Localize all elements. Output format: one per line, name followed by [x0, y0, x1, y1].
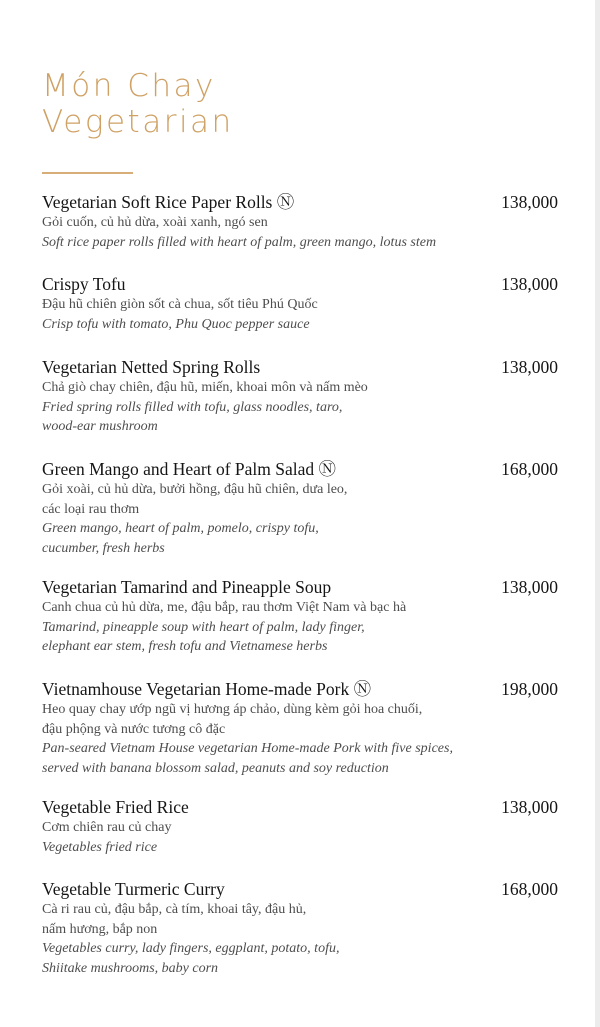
menu-item: [42, 191, 562, 252]
menu-item-description-vi: nấm hương, bắp non: [42, 921, 158, 937]
menu-item-name: Vietnamhouse Vegetarian Home-made Pork Ⓝ: [42, 679, 372, 699]
menu-item-description-en: Pan-seared Vietnam House vegetarian Home-made Pork with five spices,: [42, 741, 453, 757]
menu-item-description-vi: Cơm chiên rau củ chay: [42, 820, 172, 835]
menu-item-name: Vegetable Fried Rice: [42, 797, 189, 817]
menu-item: [42, 576, 562, 657]
menu-item-name: Vegetable Turmeric Curry: [42, 879, 225, 899]
menu-item: [42, 458, 562, 558]
menu-item-name: Crispy Tofu: [42, 274, 126, 294]
menu-item: [42, 356, 562, 437]
menu-item-price: 138,000: [501, 274, 558, 294]
menu-item-description-en: cucumber, fresh herbs: [42, 540, 165, 556]
menu-item-description-vi: Heo quay chay ướp ngũ vị hương áp chảo, dùng kèm gỏi hoa chuối,: [42, 702, 423, 717]
menu-item-description-vi: Cà ri rau củ, đậu bắp, cà tím, khoai tây, đậu hủ,: [42, 902, 307, 917]
menu-item-description-en: Crisp tofu with tomato, Phu Quoc pepper sauce: [42, 316, 310, 332]
menu-item-description-vi: các loại rau thơm: [42, 501, 140, 517]
menu-item-description-vi: Gỏi cuốn, củ hủ dừa, xoài xanh, ngó sen: [42, 215, 268, 230]
menu-item-description-en: Shiitake mushrooms, baby corn: [42, 960, 219, 976]
menu-item-description-en: served with banana blossom salad, peanuts and soy reduction: [42, 760, 389, 776]
menu-item: [42, 878, 562, 978]
menu-item-price: 168,000: [501, 879, 558, 899]
menu-item-price: 168,000: [501, 459, 558, 479]
menu-item-price: 198,000: [501, 679, 558, 699]
menu-item-description-en: Vegetables fried rice: [42, 839, 158, 855]
menu-item-name: Vegetarian Tamarind and Pineapple Soup: [42, 577, 332, 597]
menu-item-price: 138,000: [501, 577, 558, 597]
menu-item-description-en: Fried spring rolls filled with tofu, glass noodles, taro,: [42, 399, 343, 415]
menu-item-name: Vegetarian Netted Spring Rolls: [42, 357, 261, 377]
menu-item: [42, 678, 562, 778]
section-title: [42, 68, 234, 140]
menu-item-description-en: Green mango, heart of palm, pomelo, crispy tofu,: [42, 521, 319, 537]
menu-item-description-en: Soft rice paper rolls filled with heart of palm, green mango, lotus stem: [42, 234, 437, 250]
menu-item-name: Green Mango and Heart of Palm Salad Ⓝ: [42, 459, 337, 479]
menu-item-description-vi: đậu phộng và nước tương cô đặc: [42, 721, 226, 737]
menu-item-price: 138,000: [501, 797, 558, 817]
menu-item-description-vi: Chả giò chay chiên, đậu hũ, miến, khoai môn và nấm mèo: [42, 380, 368, 395]
menu-item: [42, 273, 562, 334]
menu-item-description-vi: Đậu hũ chiên giòn sốt cà chua, sốt tiêu Phú Quốc: [42, 297, 318, 312]
menu-item-description-vi: Gỏi xoài, củ hủ dừa, bưởi hồng, đậu hũ chiên, dưa leo,: [42, 482, 348, 497]
page-edge-shadow: [595, 0, 600, 1027]
section-title-english: Vegetarian: [42, 104, 234, 140]
title-divider: [42, 172, 133, 174]
section-title-vietnamese: Món Chay: [42, 68, 216, 104]
menu-item-description-vi: Canh chua củ hủ dừa, me, đậu bắp, rau thơm Việt Nam và bạc hà: [42, 600, 407, 615]
menu-item-price: 138,000: [501, 357, 558, 377]
menu-item-description-en: Vegetables curry, lady fingers, eggplant, potato, tofu,: [42, 941, 340, 957]
menu-item-price: 138,000: [501, 192, 558, 212]
menu-item-name: Vegetarian Soft Rice Paper Rolls Ⓝ: [42, 192, 295, 212]
menu-item-description-en: Tamarind, pineapple soup with heart of palm, lady finger,: [42, 619, 365, 635]
menu-item-description-en: elephant ear stem, fresh tofu and Vietnamese herbs: [42, 639, 328, 655]
menu-item: [42, 796, 562, 857]
menu-item-description-en: wood-ear mushroom: [42, 419, 158, 435]
